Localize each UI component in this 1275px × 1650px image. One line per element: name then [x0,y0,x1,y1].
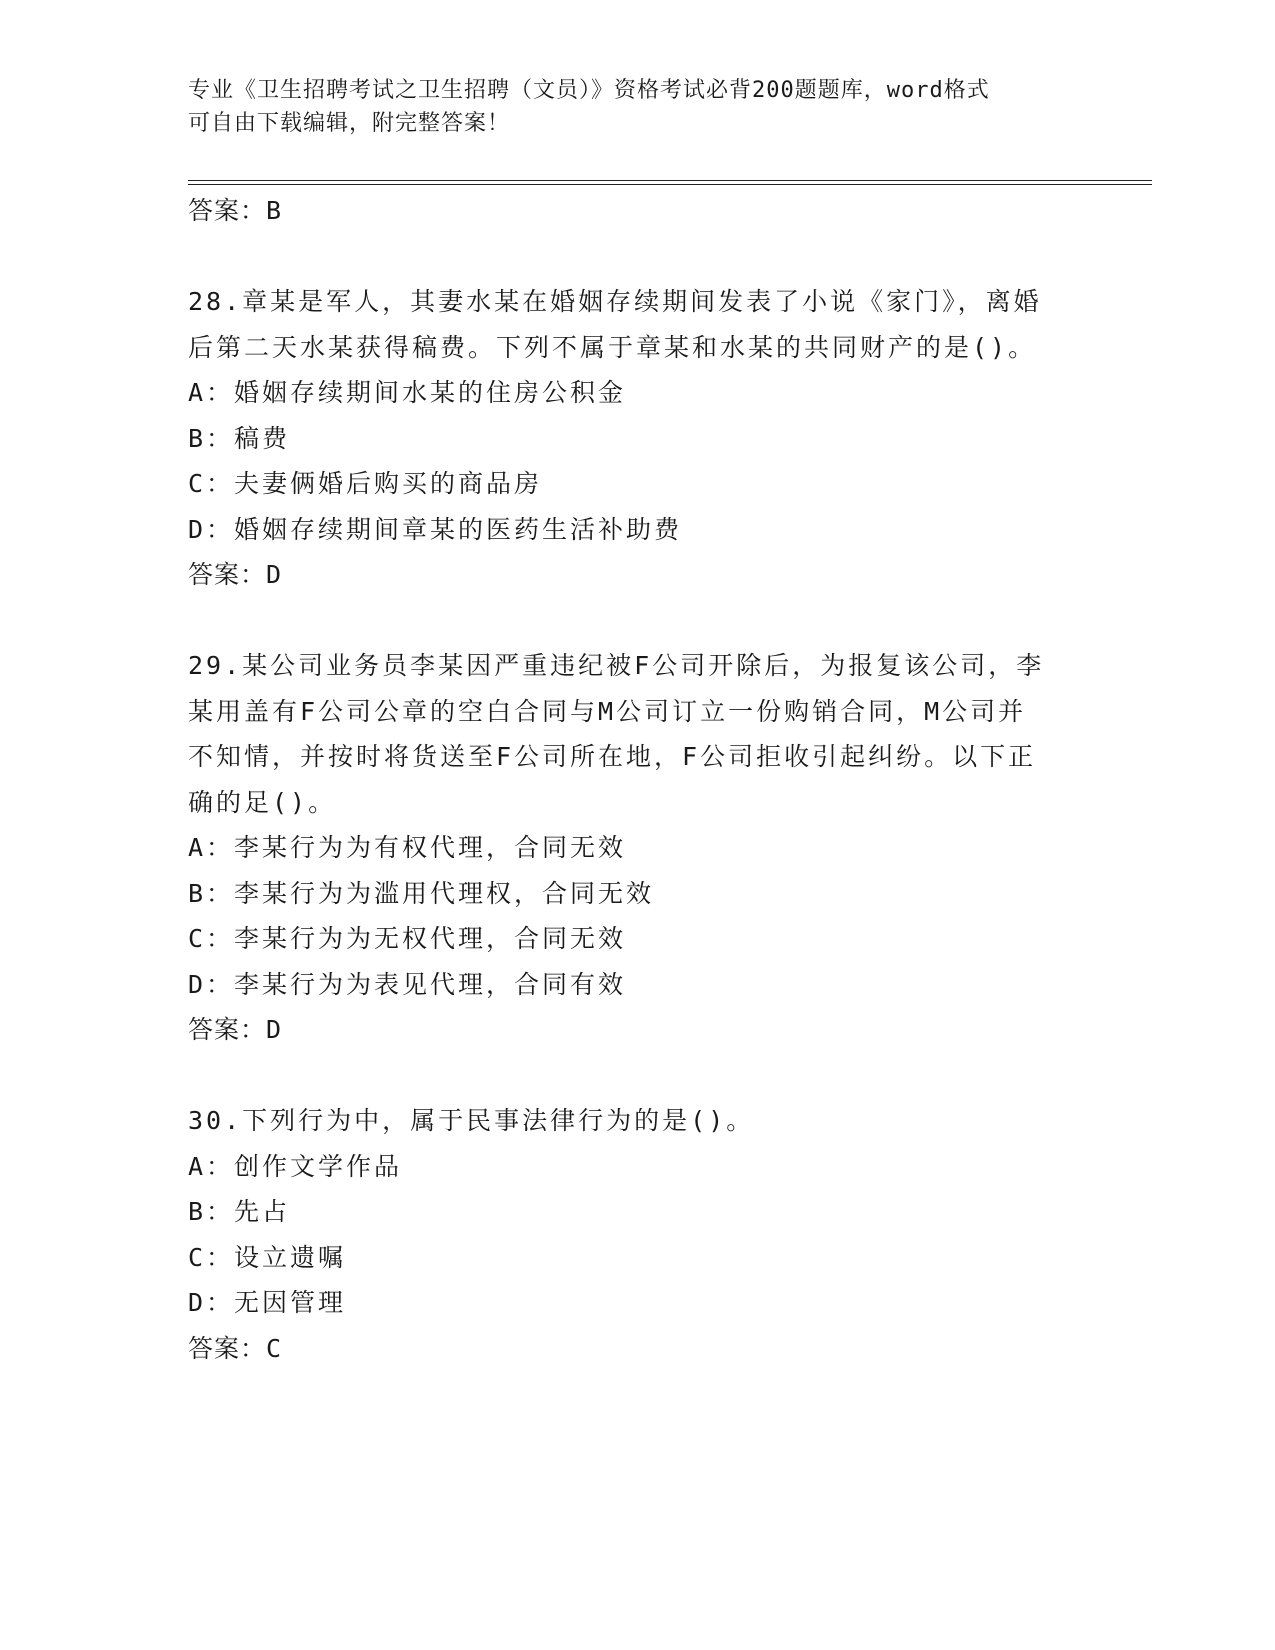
question-stem-line: 确的足()。 [188,787,337,817]
option-c: C：夫妻俩婚后购买的商品房 [188,469,543,498]
answer-line: 答案：D [188,1015,283,1044]
option-b: B：李某行为为滥用代理权，合同无效 [188,878,655,908]
option-a: A：创作文学作品 [188,1151,403,1181]
question-stem-line: 28.章某是军人，其妻水某在婚姻存续期间发表了小说《家门》，离婚 [188,287,1042,316]
option-a: A：李某行为为有权代理，合同无效 [188,833,627,862]
answer-line: 答案：C [188,1333,283,1363]
question-stem-line: 后第二天水某获得稿费。下列不属于章某和水某的共同财产的是()。 [188,332,1037,362]
question-28 [188,279,1088,598]
question-stem-line: 29.某公司业务员李某因严重违纪被F公司开除后，为报复该公司，李 [188,651,1045,680]
spacer [188,1053,1088,1099]
question-stem-line: 某用盖有F公司公章的空白合同与M公司订立一份购销合同，M公司并 [188,696,1027,726]
option-d: D：婚姻存续期间章某的医药生活补助费 [188,514,683,544]
answer-line: 答案：B [188,196,283,225]
question-stem-line: 30.下列行为中，属于民事法律行为的是()。 [188,1106,755,1135]
question-30 [188,1098,1088,1371]
header-divider [188,180,1152,185]
option-b: B：稿费 [188,423,291,453]
document-header [188,74,1088,140]
header-line-1: 专业《卫生招聘考试之卫生招聘（文员）》资格考试必背200题题库，word格式 [188,78,990,103]
spacer [188,234,1088,280]
option-d: D：无因管理 [188,1288,347,1317]
option-c: C：设立遗嘱 [188,1242,347,1272]
option-c: C：李某行为为无权代理，合同无效 [188,924,627,953]
spacer [188,598,1088,644]
option-b: B：先占 [188,1197,291,1226]
option-a: A：婚姻存续期间水某的住房公积金 [188,378,627,407]
question-stem-line: 不知情，并按时将货送至F公司所在地，F公司拒收引起纠纷。以下正 [188,742,1037,771]
answer-line: 答案：D [188,560,283,589]
option-d: D：李某行为为表见代理，合同有效 [188,969,627,999]
header-line-2: 可自由下载编辑，附完整答案！ [188,111,511,136]
question-list [188,188,1088,1371]
question-29 [188,643,1088,1053]
